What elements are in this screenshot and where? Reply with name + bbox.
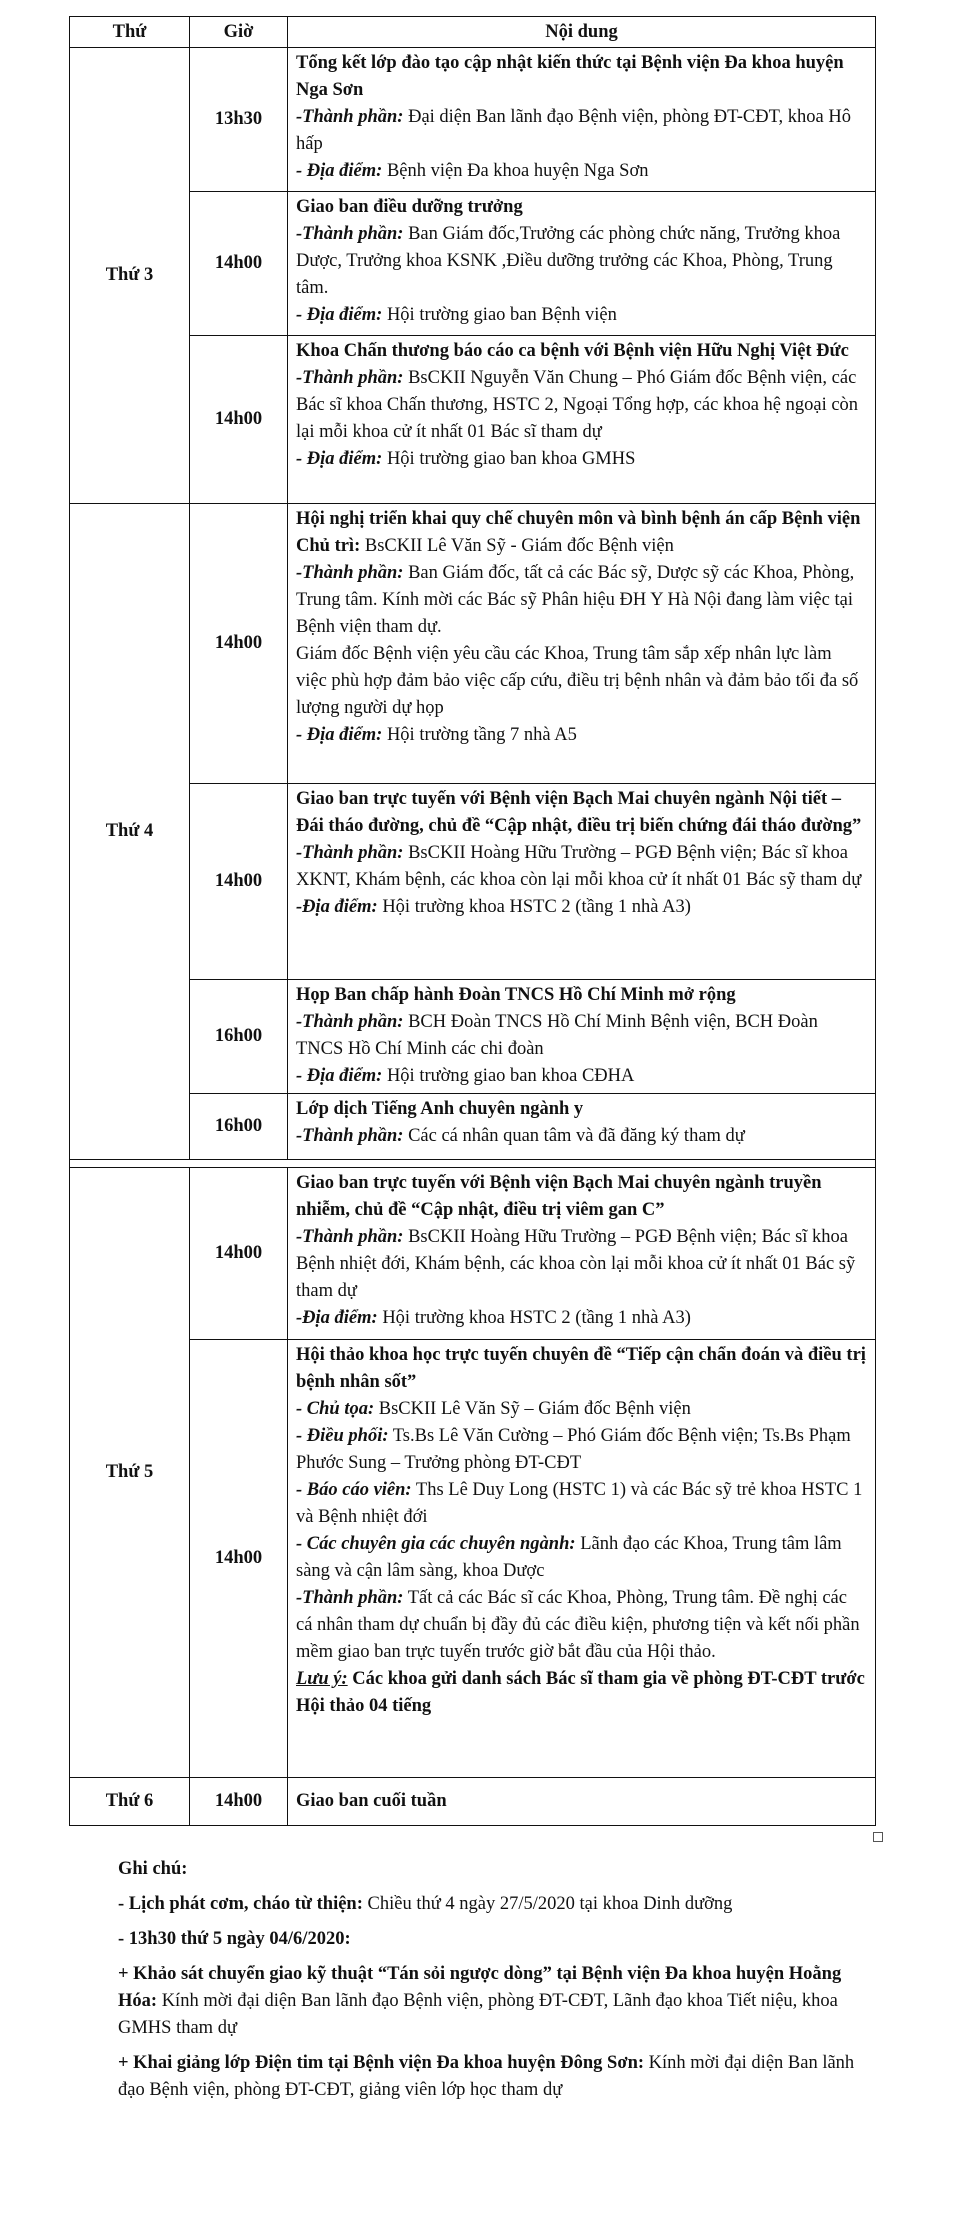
moderator-label: - Chủ tọa: <box>296 1399 375 1419</box>
table-row <box>70 504 876 784</box>
event-location: -Địa điểm: Hội trường khoa HSTC 2 (tầng 1 nhà A3) <box>296 1308 691 1328</box>
location-label: -Địa điểm: <box>296 1308 378 1328</box>
day-cell: Thứ 3 <box>70 48 190 504</box>
event-location: - Địa điểm: Bệnh viện Đa khoa huyện Nga Sơn <box>296 161 649 181</box>
event-participants: -Thành phần: Ban Giám đốc, tất cả các Bác sỹ, Dược sỹ các Khoa, Phòng, Trung tâm. Kính mời các Bác sỹ Phân hiệu ĐH Y Hà Nội đang làm việc tại Bệnh viện tham dự. <box>296 563 855 637</box>
event-content <box>288 784 876 980</box>
event-reporter: - Báo cáo viên: Ths Lê Duy Long (HSTC 1) và các Bác sỹ trẻ khoa HSTC 1 và Bệnh nhiệt đới <box>296 1480 863 1527</box>
event-title: Giao ban cuối tuần <box>296 1791 447 1811</box>
event-participants: -Thành phần: BCH Đoàn TNCS Hồ Chí Minh Bệnh viện, BCH Đoàn TNCS Hồ Chí Minh các chi đoàn <box>296 1012 818 1059</box>
event-content <box>288 192 876 336</box>
participants-label: -Thành phần: <box>296 368 404 388</box>
participants-label: -Thành phần: <box>296 1126 404 1146</box>
event-content <box>288 504 876 784</box>
table-row <box>70 980 876 1094</box>
day-cell: Thứ 5 <box>70 1168 190 1778</box>
header-content: Nội dung <box>288 17 876 48</box>
participants-label: -Thành phần: <box>296 1588 404 1608</box>
note-item: + Khảo sát chuyển giao kỹ thuật “Tán sỏi ngược dòng” tại Bệnh viện Đa khoa huyện Hoằng Hóa: Kính mời đại diện Ban lãnh đạo Bệnh viện, phòng ĐT-CĐT, Lãnh đạo khoa Tiết niệu, khoa GMHS tham dự <box>118 1964 842 2038</box>
table-row <box>70 1094 876 1160</box>
notes-heading: Ghi chú: <box>118 1859 188 1879</box>
event-location: -Địa điểm: Hội trường khoa HSTC 2 (tầng 1 nhà A3) <box>296 897 691 917</box>
time-cell: 16h00 <box>190 980 288 1094</box>
header-time: Giờ <box>190 17 288 48</box>
event-content <box>288 1778 876 1826</box>
table-row <box>70 1778 876 1826</box>
location-label: - Địa điểm: <box>296 161 383 181</box>
event-moderator: - Chủ tọa: BsCKII Lê Văn Sỹ – Giám đốc Bệnh viện <box>296 1399 691 1419</box>
day-cell: Thứ 4 <box>70 504 190 1160</box>
coordinator-label: - Điều phối: <box>296 1426 389 1446</box>
event-title: Giao ban trực tuyến với Bệnh viện Bạch Mai chuyên ngành truyền nhiễm, chủ đề “Cập nhật, điều trị viêm gan C” <box>296 1173 822 1220</box>
time-cell: 14h00 <box>190 192 288 336</box>
time-cell: 14h00 <box>190 1778 288 1826</box>
participants-label: -Thành phần: <box>296 1227 404 1247</box>
time-cell: 14h00 <box>190 784 288 980</box>
experts-label: - Các chuyên gia các chuyên ngành: <box>296 1534 576 1554</box>
time-cell: 16h00 <box>190 1094 288 1160</box>
reporter-label: - Báo cáo viên: <box>296 1480 412 1500</box>
table-row <box>70 336 876 504</box>
event-participants: -Thành phần: BsCKII Hoàng Hữu Trường – PGĐ Bệnh viện; Bác sĩ khoa Bệnh nhiệt đới, Khám bệnh, các khoa còn lại mỗi khoa cử ít nhất 01 Bác sỹ tham dự <box>296 1227 856 1301</box>
time-cell: 14h00 <box>190 504 288 784</box>
event-title: Khoa Chấn thương báo cáo ca bệnh với Bệnh viện Hữu Nghị Việt Đức <box>296 341 849 361</box>
event-location: - Địa điểm: Hội trường giao ban Bệnh viện <box>296 305 617 325</box>
event-content <box>288 1340 876 1778</box>
notes-section <box>118 1856 878 2112</box>
event-content <box>288 336 876 504</box>
event-participants: -Thành phần: BsCKII Hoàng Hữu Trường – PGĐ Bệnh viện; Bác sĩ khoa XKNT, Khám bệnh, các khoa còn lại mỗi khoa cử ít nhất 01 Bác sỹ tham dự <box>296 843 862 890</box>
separator-row <box>70 1160 876 1168</box>
table-row <box>70 1340 876 1778</box>
note-item: + Khai giảng lớp Điện tim tại Bệnh viện Đa khoa huyện Đông Sơn: Kính mời đại diện Ban lãnh đạo Bệnh viện, phòng ĐT-CĐT, giảng viên lớp học tham dự <box>118 2053 855 2100</box>
time-cell: 13h30 <box>190 48 288 192</box>
event-coordinator: - Điều phối: Ts.Bs Lê Văn Cường – Phó Giám đốc Bệnh viện; Ts.Bs Phạm Phước Sung – Trưởng phòng ĐT-CĐT <box>296 1426 851 1473</box>
participants-label: -Thành phần: <box>296 843 404 863</box>
location-label: -Địa điểm: <box>296 897 378 917</box>
event-content <box>288 980 876 1094</box>
event-title: Hội thảo khoa học trực tuyến chuyên đề “Tiếp cận chẩn đoán và điều trị bệnh nhân sốt” <box>296 1345 866 1392</box>
event-participants: -Thành phần: BsCKII Nguyễn Văn Chung – Phó Giám đốc Bệnh viện, các Bác sĩ khoa Chấn thương, HSTC 2, Ngoại Tổng hợp, các khoa hệ ngoại còn lại mỗi khoa cử ít nhất 01 Bác sĩ tham dự <box>296 368 859 442</box>
event-content <box>288 1094 876 1160</box>
event-title: Giao ban trực tuyến với Bệnh viện Bạch Mai chuyên ngành Nội tiết – Đái tháo đường, chủ đề “Cập nhật, điều trị biến chứng đái tháo đường” <box>296 789 862 836</box>
time-cell: 14h00 <box>190 1340 288 1778</box>
day-cell: Thứ 6 <box>70 1778 190 1826</box>
event-note: Lưu ý: Các khoa gửi danh sách Bác sĩ tham gia về phòng ĐT-CĐT trước Hội thảo 04 tiếng <box>296 1669 865 1716</box>
event-chair: Chủ trì: BsCKII Lê Văn Sỹ - Giám đốc Bệnh viện <box>296 536 674 556</box>
event-participants: -Thành phần: Tất cả các Bác sĩ các Khoa, Phòng, Trung tâm. Đề nghị các cá nhân tham dự chuẩn bị đầy đủ các điều kiện, phương tiện và kết nối phần mềm giao ban trực tuyến trước giờ bắt đầu của Hội thảo. <box>296 1588 860 1662</box>
note-item: - 13h30 thứ 5 ngày 04/6/2020: <box>118 1929 351 1949</box>
event-extra: Giám đốc Bệnh viện yêu cầu các Khoa, Trung tâm sắp xếp nhân lực làm việc phù hợp đảm bảo việc cấp cứu, điều trị bệnh nhân và đảm bảo tối đa số lượng người dự họp <box>296 644 859 718</box>
participants-label: -Thành phần: <box>296 224 404 244</box>
table-row <box>70 192 876 336</box>
location-label: - Địa điểm: <box>296 305 383 325</box>
note-label: Lưu ý: <box>296 1669 348 1689</box>
event-location: - Địa điểm: Hội trường tầng 7 nhà A5 <box>296 725 577 745</box>
time-cell: 14h00 <box>190 336 288 504</box>
header-day: Thứ <box>70 17 190 48</box>
location-label: - Địa điểm: <box>296 449 383 469</box>
participants-label: -Thành phần: <box>296 107 404 127</box>
event-location: - Địa điểm: Hội trường giao ban khoa GMHS <box>296 449 636 469</box>
header-row <box>70 17 876 48</box>
event-title: Lớp dịch Tiếng Anh chuyên ngành y <box>296 1099 584 1119</box>
table-row <box>70 1168 876 1340</box>
event-participants: -Thành phần: Các cá nhân quan tâm và đã đăng ký tham dự <box>296 1126 745 1146</box>
chair-label: Chủ trì: <box>296 536 361 556</box>
event-title: Giao ban điều dưỡng trưởng <box>296 197 523 217</box>
table-row <box>70 48 876 192</box>
table-row <box>70 784 876 980</box>
table-resize-handle <box>873 1832 883 1842</box>
location-label: - Địa điểm: <box>296 725 383 745</box>
event-content <box>288 1168 876 1340</box>
location-label: - Địa điểm: <box>296 1066 383 1086</box>
event-title: Họp Ban chấp hành Đoàn TNCS Hồ Chí Minh mở rộng <box>296 985 736 1005</box>
participants-label: -Thành phần: <box>296 563 404 583</box>
participants-label: -Thành phần: <box>296 1012 404 1032</box>
event-experts: - Các chuyên gia các chuyên ngành: Lãnh đạo các Khoa, Trung tâm lâm sàng và cận lâm sàng, khoa Dược <box>296 1534 842 1581</box>
event-content <box>288 48 876 192</box>
note-item: - Lịch phát cơm, cháo từ thiện: Chiều thứ 4 ngày 27/5/2020 tại khoa Dinh dưỡng <box>118 1894 733 1914</box>
event-participants: -Thành phần: Đại diện Ban lãnh đạo Bệnh viện, phòng ĐT-CĐT, khoa Hô hấp <box>296 107 851 154</box>
event-location: - Địa điểm: Hội trường giao ban khoa CĐHA <box>296 1066 635 1086</box>
event-participants: -Thành phần: Ban Giám đốc,Trưởng các phòng chức năng, Trưởng khoa Dược, Trưởng khoa KSNK ,Điều dưỡng trưởng các Khoa, Phòng, Trung tâm. <box>296 224 841 298</box>
schedule-table <box>69 16 876 1826</box>
event-title: Tổng kết lớp đào tạo cập nhật kiến thức tại Bệnh viện Đa khoa huyện Nga Sơn <box>296 53 844 100</box>
time-cell: 14h00 <box>190 1168 288 1340</box>
event-title: Hội nghị triển khai quy chế chuyên môn và bình bệnh án cấp Bệnh viện <box>296 509 861 529</box>
